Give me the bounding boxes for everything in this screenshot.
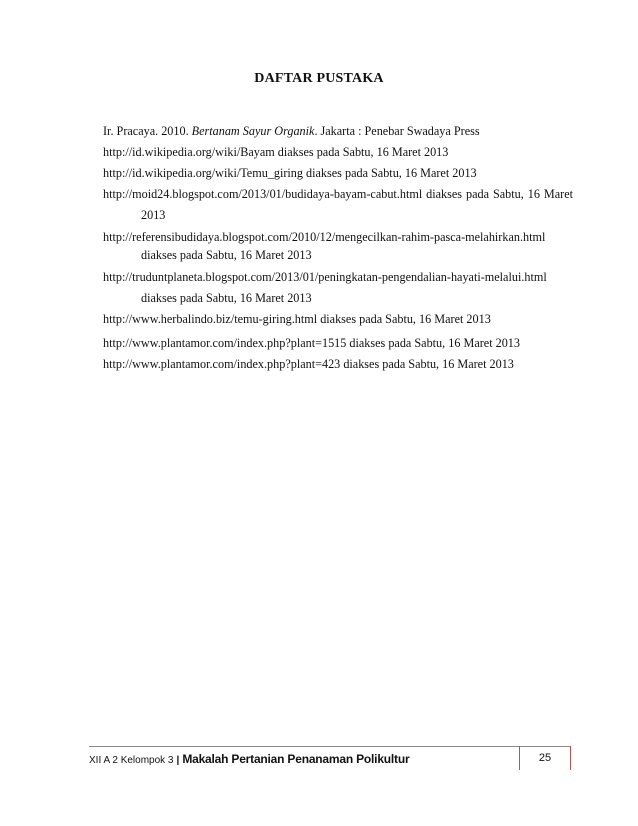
reference-entry: http://www.plantamor.com/index.php?plant=1515 diakses pada Sabtu, 16 Maret 2013	[103, 336, 520, 350]
reference-entry: http://referensibudidaya.blogspot.com/2010/12/mengecilkan-rahim-pasca-melahirkan.html diakses pada Sabtu, 16 Maret 2013	[103, 230, 546, 262]
footer-group-label: XII A 2 Kelompok 3	[89, 755, 174, 766]
reference-entry: http://id.wikipedia.org/wiki/Bayam diakses pada Sabtu, 16 Maret 2013	[103, 145, 449, 159]
reference-entry: http://www.plantamor.com/index.php?plant=423 diakses pada Sabtu, 16 Maret 2013	[103, 357, 514, 371]
reference-entry: http://truduntplaneta.blogspot.com/2013/01/peningkatan-pengendalian-hayati-melalui.html diakses pada Sabtu, 16 Maret 2013	[103, 270, 547, 305]
reference-entry: http://moid24.blogspot.com/2013/01/budidaya-bayam-cabut.html diakses pada Sabtu, 16 Maret 2013	[103, 187, 573, 222]
page-number-box	[519, 746, 571, 770]
footer-document-title: Makalah Pertanian Penanaman Polikultur	[182, 752, 410, 766]
page-footer	[89, 752, 519, 766]
reference-book-title: Bertanam Sayur Organik	[191, 124, 315, 138]
reference-entry: http://id.wikipedia.org/wiki/Temu_giring diakses pada Sabtu, 16 Maret 2013	[103, 166, 477, 180]
footer-separator: |	[176, 755, 180, 766]
reference-publisher: . Jakarta : Penebar Swadaya Press	[314, 124, 480, 138]
reference-list	[103, 121, 573, 375]
footer-divider	[89, 746, 571, 747]
reference-entry-book	[103, 121, 573, 142]
reference-author-year: Ir. Pracaya. 2010.	[103, 124, 192, 138]
page-number: 25	[538, 752, 552, 764]
page-title: DAFTAR PUSTAKA	[254, 71, 384, 86]
reference-entry: http://www.herbalindo.biz/temu-giring.html diakses pada Sabtu, 16 Maret 2013	[103, 312, 491, 326]
